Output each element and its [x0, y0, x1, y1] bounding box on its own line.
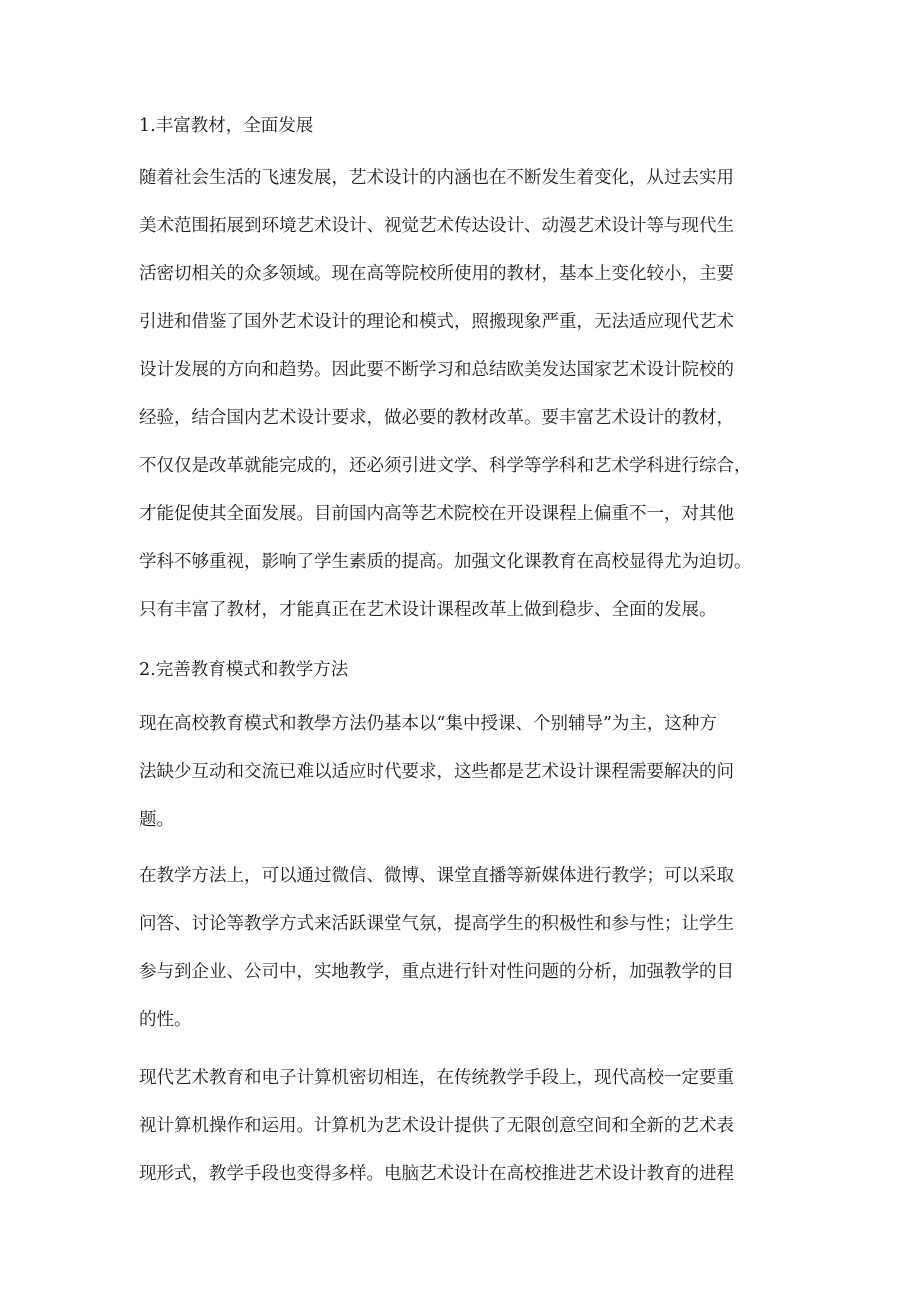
paragraph-line: 活密切相关的众多领域。现在高等院校所使用的教材，基本上变化较小，主要 — [139, 264, 734, 284]
paragraph-line: 美术范围拓展到环境艺术设计、视觉艺术传达设计、动漫艺术设计等与现代生 — [139, 216, 734, 236]
paragraph-line: 只有丰富了教材，才能真正在艺术设计课程改革上做到稳步、全面的发展。 — [139, 600, 717, 620]
paragraph-line: 视计算机操作和运用。计算机为艺术设计提供了无限创意空间和全新的艺术表 — [139, 1116, 734, 1136]
paragraph-line: 参与到企业、公司中，实地教学，重点进行针对性问题的分析，加强教学的目 — [139, 962, 734, 982]
paragraph-line: 现在高校教育模式和教學方法仍基本以“集中授课、个别辅导”为主，这种方 — [139, 714, 717, 734]
paragraph-line: 引进和借鉴了国外艺术设计的理论和模式，照搬现象严重，无法适应现代艺术 — [139, 312, 734, 332]
paragraph-line: 题。 — [139, 810, 174, 830]
paragraph-line: 在教学方法上，可以通过微信、微博、课堂直播等新媒体进行教学；可以采取 — [139, 866, 734, 886]
paragraph-line: 不仅仅是改革就能完成的，还必须引进文学、科学等学科和艺术学科进行综合， — [139, 456, 752, 476]
paragraph-line: 现形式，教学手段也变得多样。电脑艺术设计在高校推进艺术设计教育的进程 — [139, 1164, 734, 1184]
paragraph-line: 才能促使其全面发展。目前国内高等艺术院校在开设课程上偏重不一，对其他 — [139, 504, 734, 524]
paragraph-line: 问答、讨论等教学方式来活跃课堂气氛，提高学生的积极性和参与性；让学生 — [139, 914, 734, 934]
paragraph-line: 经验，结合国内艺术设计要求，做必要的教材改革。要丰富艺术设计的教材， — [139, 408, 734, 428]
section-1-heading: 1.丰富教材，全面发展 — [139, 116, 314, 136]
section-2-heading: 2.完善教育模式和教学方法 — [139, 660, 349, 680]
paragraph-line: 随着社会生活的飞速发展，艺术设计的内涵也在不断发生着变化，从过去实用 — [139, 168, 734, 188]
paragraph-line: 现代艺术教育和电子计算机密切相连，在传统教学手段上，现代高校一定要重 — [139, 1068, 734, 1088]
paragraph-line: 法缺少互动和交流已难以适应时代要求，这些都是艺术设计课程需要解决的问 — [139, 762, 734, 782]
paragraph-line: 学科不够重视，影响了学生素质的提高。加强文化课教育在高校显得尤为迫切。 — [139, 552, 752, 572]
paragraph-line: 设计发展的方向和趋势。因此要不断学习和总结欧美发达国家艺术设计院校的 — [139, 360, 734, 380]
paragraph-line: 的性。 — [139, 1010, 192, 1030]
